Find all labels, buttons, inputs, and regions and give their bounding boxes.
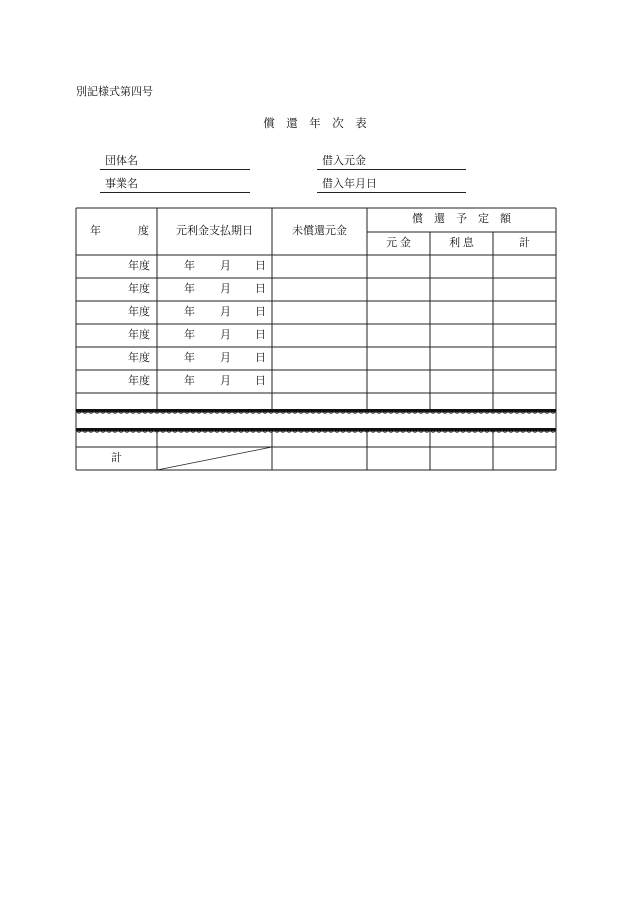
row-date-month: 月 xyxy=(220,306,231,318)
row-date-day: 日 xyxy=(255,375,266,387)
row-year: 年度 xyxy=(128,375,150,387)
borrow-date-label: 借入年月日 xyxy=(322,178,377,190)
row-date-day: 日 xyxy=(255,329,266,341)
total-row-diagonal-line xyxy=(157,447,272,470)
header-total: 計 xyxy=(519,237,530,249)
form-number: 別記様式第四号 xyxy=(76,86,153,98)
header-payment-date: 元利金支払期日 xyxy=(176,225,253,237)
total-row-label: 計 xyxy=(111,452,122,464)
project-underline xyxy=(100,192,250,193)
break-mark xyxy=(76,409,556,413)
row-date-day: 日 xyxy=(255,352,266,364)
principal-label: 借入元金 xyxy=(322,155,366,167)
row-year: 年度 xyxy=(128,283,150,295)
row-date-month: 月 xyxy=(220,329,231,341)
row-date-month: 月 xyxy=(220,260,231,272)
break-mark-wave xyxy=(76,412,556,414)
header-year: 年 度 xyxy=(90,225,154,237)
principal-underline xyxy=(317,169,466,170)
break-mark-wave xyxy=(76,431,556,433)
header-scheduled-amount: 償 還 予 定 額 xyxy=(412,213,511,225)
row-date-year: 年 xyxy=(184,260,195,272)
organization-label: 団体名 xyxy=(105,155,138,167)
project-label: 事業名 xyxy=(105,178,138,190)
header-principal: 元 金 xyxy=(386,237,411,249)
row-date-year: 年 xyxy=(184,283,195,295)
row-date-year: 年 xyxy=(184,306,195,318)
row-date-year: 年 xyxy=(184,352,195,364)
row-date-month: 月 xyxy=(220,352,231,364)
row-year: 年度 xyxy=(128,352,150,364)
header-unpaid-principal: 未償還元金 xyxy=(292,225,347,237)
row-year: 年度 xyxy=(128,260,150,272)
row-date-year: 年 xyxy=(184,329,195,341)
row-date-day: 日 xyxy=(255,306,266,318)
row-year: 年度 xyxy=(128,306,150,318)
row-date-day: 日 xyxy=(255,283,266,295)
page-title: 償 還 年 次 表 xyxy=(263,118,367,130)
borrow-date-underline xyxy=(317,192,466,193)
row-date-month: 月 xyxy=(220,283,231,295)
header-interest: 利 息 xyxy=(449,237,474,249)
row-date-month: 月 xyxy=(220,375,231,387)
break-mark xyxy=(76,428,556,432)
row-year: 年度 xyxy=(128,329,150,341)
row-date-day: 日 xyxy=(255,260,266,272)
organization-underline xyxy=(100,169,250,170)
row-date-year: 年 xyxy=(184,375,195,387)
